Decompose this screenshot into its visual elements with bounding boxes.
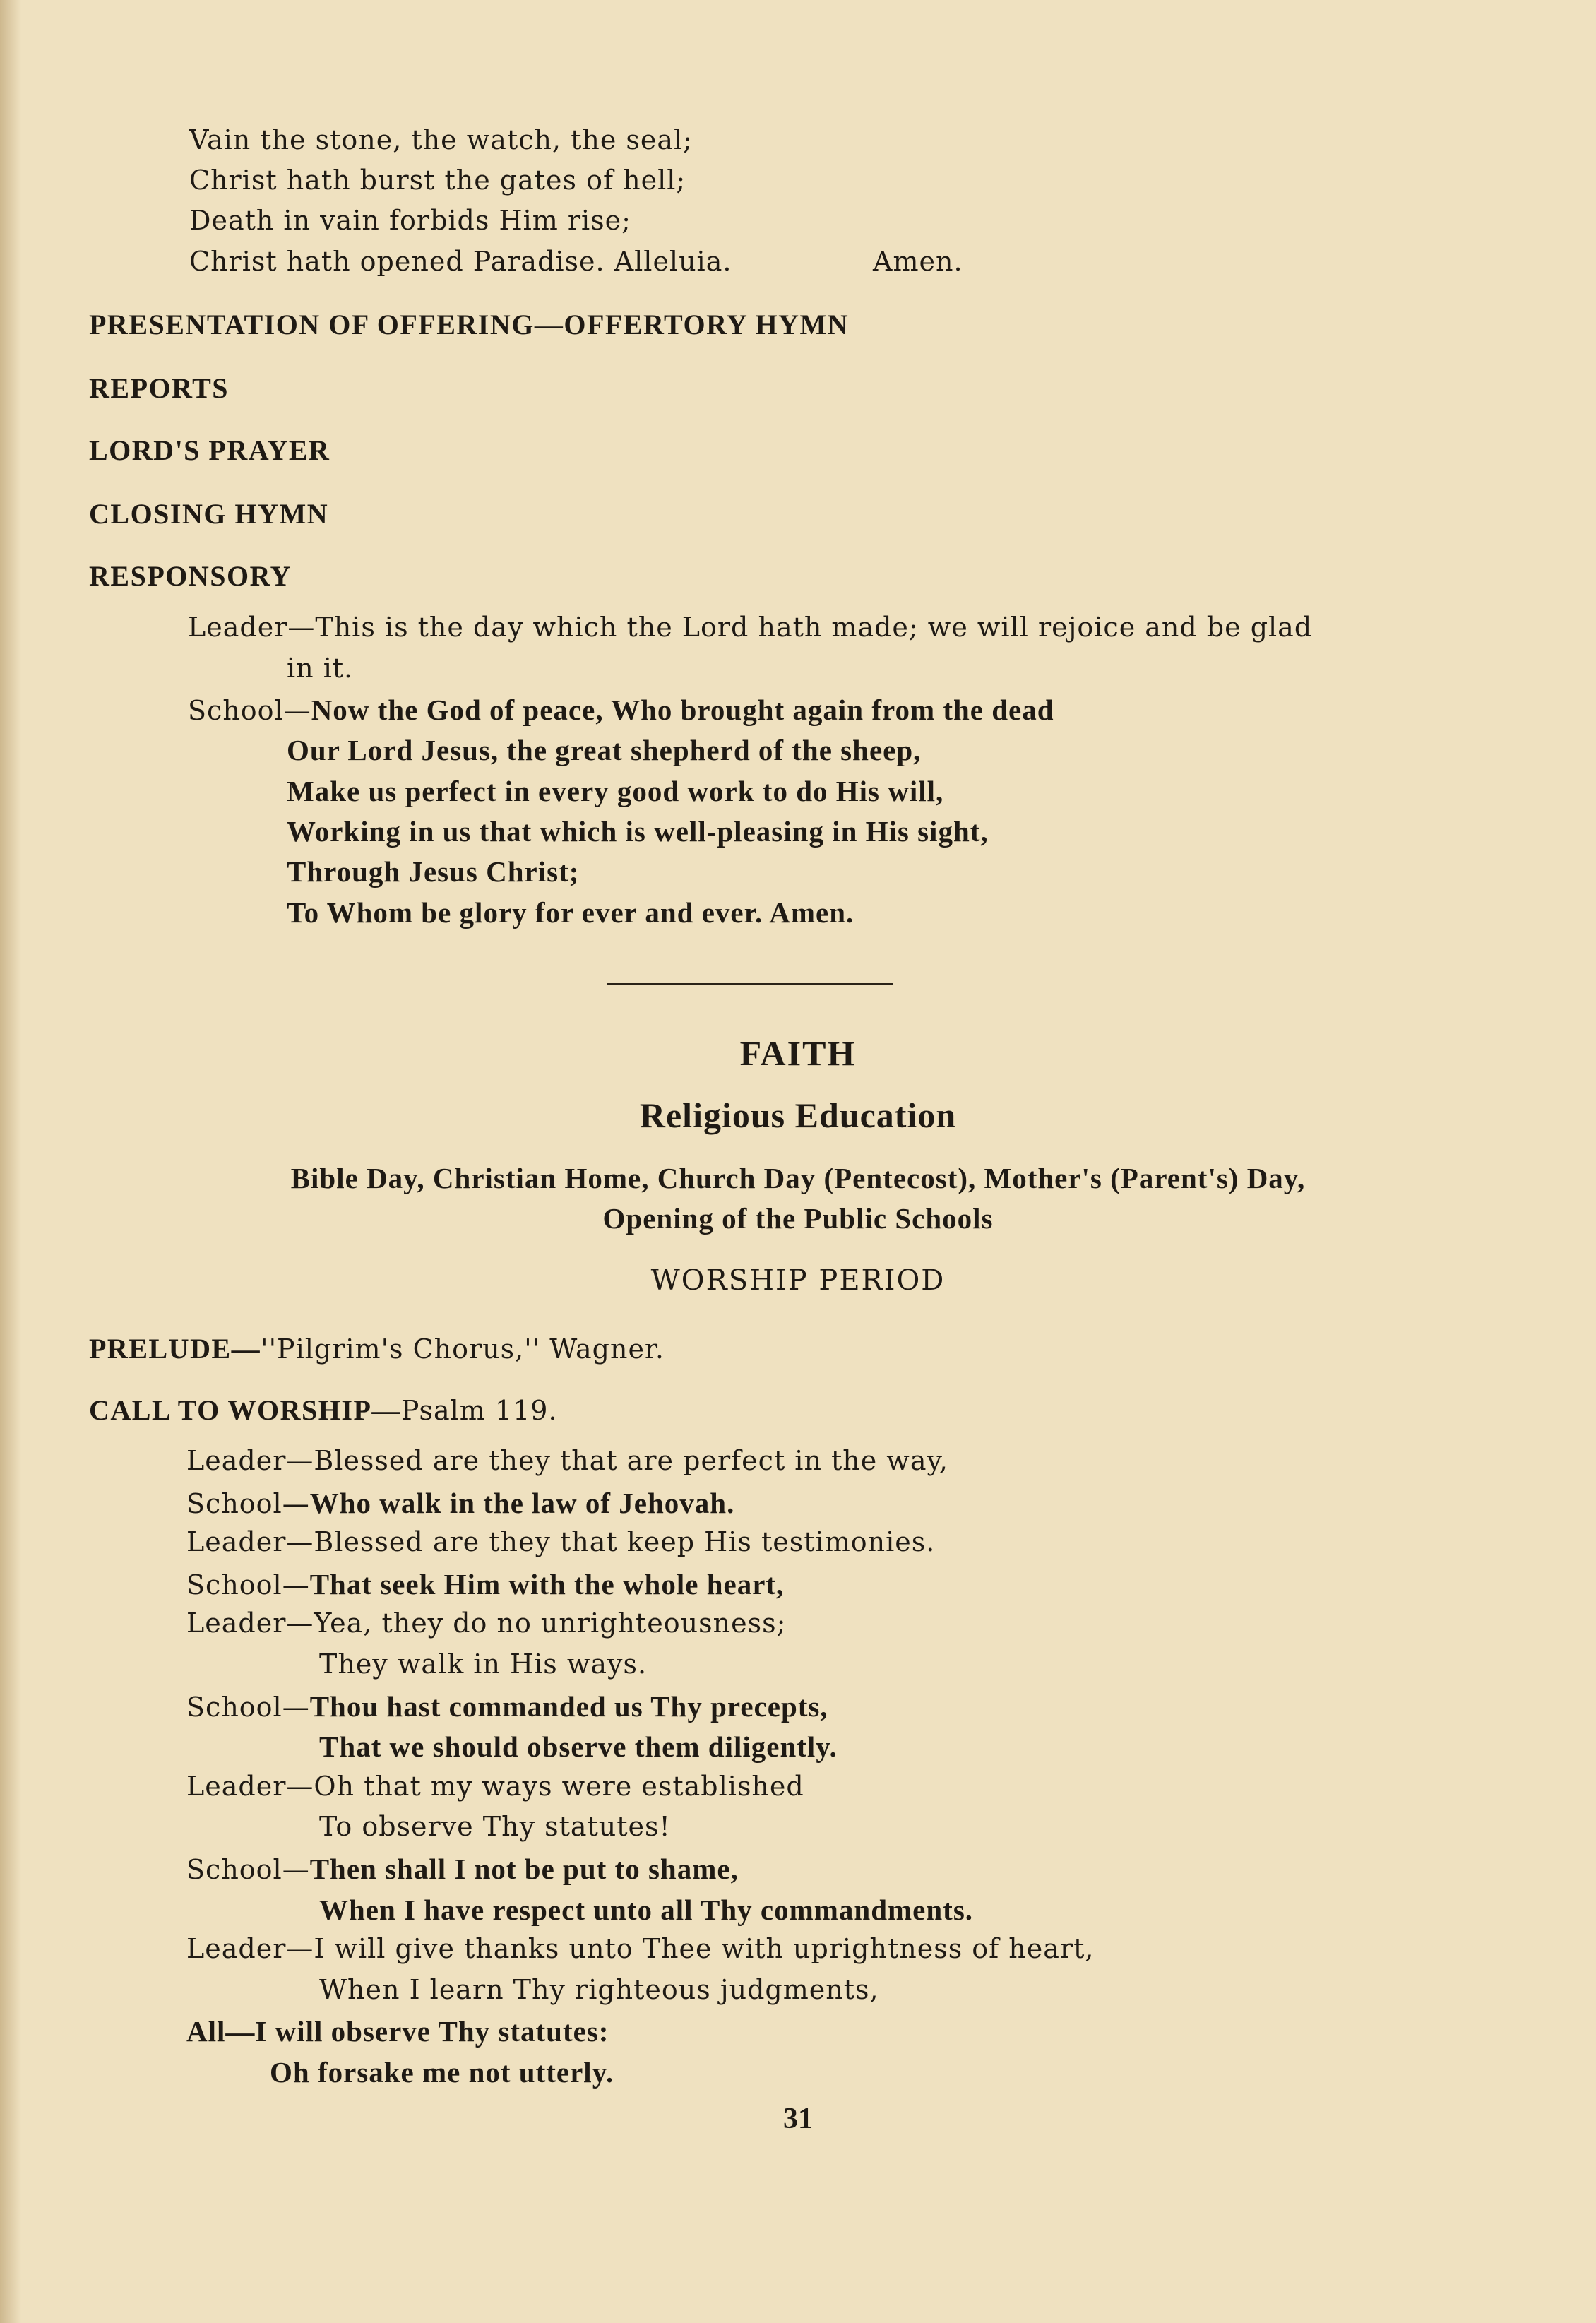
call-line-14 — [319, 1974, 879, 2005]
page-number: 31 — [783, 2103, 813, 2135]
responsory-leader-cont: in it. — [287, 653, 354, 684]
call-line-text: Blessed are they that keep His testimonies. — [314, 1526, 936, 1557]
call-line-text: Yea, they do no unrighteousness; — [314, 1608, 787, 1639]
speaker-label: School— — [188, 695, 311, 726]
call-to-worship — [89, 1394, 558, 1427]
call-line-2 — [186, 1486, 734, 1520]
responsory-school — [188, 693, 1054, 727]
hymn-line-2: Christ hath burst the gates of hell; — [189, 165, 686, 196]
call-line-15 — [186, 2014, 609, 2048]
call-line-13 — [186, 1933, 1094, 1964]
worship-period: WORSHIP PERIOD — [650, 1264, 946, 1297]
responsory-school-line-1: Now the God of peace, Who brought again from the dead — [311, 694, 1054, 726]
speaker-label: Leader— — [186, 1771, 314, 1802]
call-line-9 — [186, 1771, 804, 1802]
call-line-text: Oh forsake me not utterly. — [270, 2056, 614, 2089]
speaker-label: Leader— — [188, 612, 316, 643]
call-line-text: That we should observe them diligently. — [319, 1730, 838, 1763]
speaker-label: School— — [186, 1488, 310, 1519]
responsory-leader — [188, 612, 1312, 643]
occasions-line-2: Opening of the Public Schools — [602, 1202, 994, 1235]
prelude-text: ''Pilgrim's Chorus,'' Wagner. — [261, 1333, 665, 1365]
responsory-school-line-6: To Whom be glory for ever and ever. Amen. — [287, 896, 854, 929]
call-line-11 — [186, 1852, 739, 1886]
heading-offering: PRESENTATION OF OFFERING—OFFERTORY HYMN — [89, 309, 850, 340]
speaker-label: All— — [186, 2015, 256, 2048]
hymn-line-4: Christ hath opened Paradise. Alleluia. — [189, 246, 732, 277]
heading-lords-prayer: LORD'S PRAYER — [89, 434, 330, 466]
call-line-text: Oh that my ways were established — [314, 1771, 804, 1802]
speaker-label: Leader— — [186, 1526, 314, 1557]
responsory-school-line-3: Make us perfect in every good work to do His will, — [287, 775, 944, 807]
hymn-line-3: Death in vain forbids Him rise; — [189, 205, 631, 236]
heading-responsory: RESPONSORY — [89, 560, 292, 592]
speaker-label: School— — [186, 1854, 310, 1885]
section-divider — [607, 983, 893, 985]
call-line-text: Then shall I not be put to shame, — [309, 1853, 739, 1885]
responsory-school-line-4: Working in us that which is well-pleasing in His sight, — [287, 815, 989, 848]
call-line-text: I will observe Thy statutes: — [255, 2015, 609, 2048]
heading-reports: REPORTS — [89, 372, 230, 404]
hymn-amen: Amen. — [873, 246, 963, 277]
call-line-8 — [319, 1730, 838, 1764]
prelude — [89, 1332, 665, 1365]
call-line-10 — [319, 1811, 671, 1842]
call-line-text: Blessed are they that are perfect in the way, — [314, 1445, 948, 1476]
occasions-line-1: Bible Day, Christian Home, Church Day (Pentecost), Mother's (Parent's) Day, — [290, 1162, 1306, 1194]
call-line-text: To observe Thy statutes! — [319, 1811, 671, 1842]
call-line-text: That seek Him with the whole heart, — [309, 1568, 785, 1600]
speaker-label: School— — [186, 1692, 310, 1723]
call-line-text: Thou hast commanded us Thy precepts, — [309, 1690, 828, 1723]
responsory-school-line-5: Through Jesus Christ; — [287, 855, 580, 888]
call-line-1 — [186, 1445, 948, 1476]
call-line-text: When I have respect unto all Thy commandments. — [319, 1894, 974, 1926]
section-title: FAITH — [739, 1033, 857, 1073]
responsory-school-line-2: Our Lord Jesus, the great shepherd of the sheep, — [287, 734, 922, 766]
speaker-label: Leader— — [186, 1608, 314, 1639]
call-line-5 — [186, 1608, 786, 1639]
heading-closing-hymn: CLOSING HYMN — [89, 498, 329, 530]
call-line-text: They walk in His ways. — [319, 1648, 648, 1680]
call-line-12 — [319, 1893, 973, 1927]
speaker-label: School— — [186, 1569, 310, 1600]
speaker-label: Leader— — [186, 1933, 314, 1964]
call-line-4 — [186, 1567, 784, 1601]
hymn-line-1: Vain the stone, the watch, the seal; — [189, 124, 693, 155]
call-line-7 — [186, 1689, 828, 1723]
call-line-16 — [270, 2055, 614, 2089]
prelude-label: PRELUDE— — [89, 1333, 261, 1365]
call-line-text: Who walk in the law of Jehovah. — [309, 1487, 735, 1519]
section-subtitle: Religious Education — [639, 1095, 957, 1135]
responsory-leader-text: This is the day which the Lord hath made; we will rejoice and be glad — [315, 612, 1313, 643]
call-to-worship-text: Psalm 119. — [400, 1395, 558, 1426]
call-to-worship-label: CALL TO WORSHIP— — [89, 1394, 401, 1426]
call-line-text: When I learn Thy righteous judgments, — [319, 1974, 879, 2005]
call-line-6 — [319, 1648, 647, 1680]
call-line-3 — [186, 1526, 935, 1557]
call-line-text: I will give thanks unto Thee with uprightness of heart, — [314, 1933, 1095, 1964]
speaker-label: Leader— — [186, 1445, 314, 1476]
